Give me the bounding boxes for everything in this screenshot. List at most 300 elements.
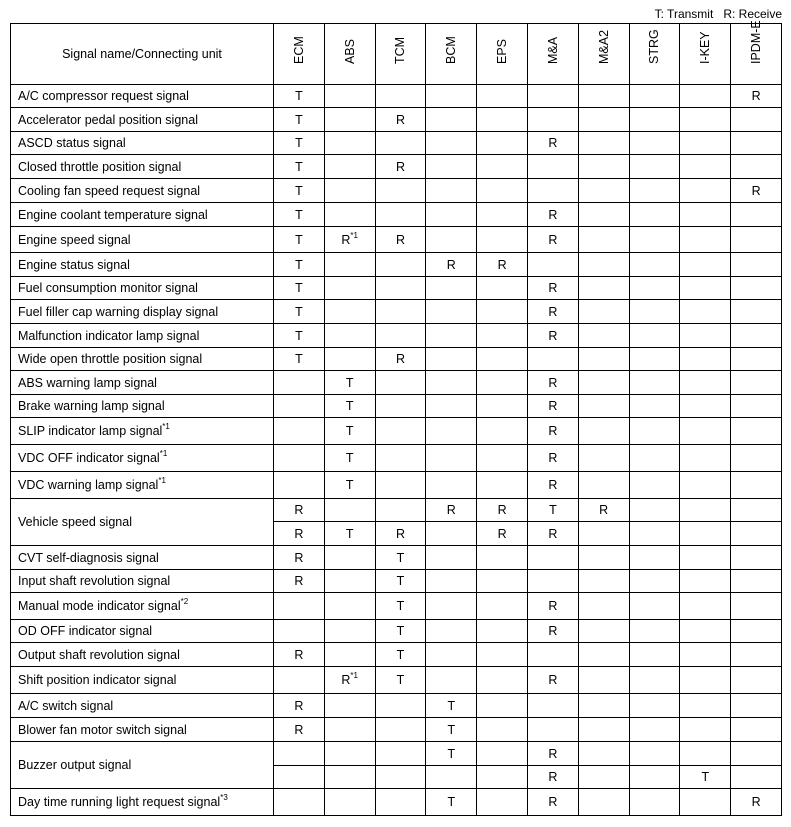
signal-cell: [527, 789, 578, 816]
signal-cell: [477, 348, 528, 371]
cell-value: R: [294, 722, 304, 737]
signal-cell: [629, 85, 680, 108]
signal-cell: [680, 593, 731, 620]
cell-value: R: [548, 136, 558, 150]
signal-cell: [578, 227, 629, 253]
cell-value: R: [395, 232, 405, 247]
signal-cell: [426, 395, 477, 418]
signal-cell: [324, 694, 375, 718]
signal-cell: [527, 522, 578, 546]
signal-cell: [426, 766, 477, 789]
signal-cell: [426, 324, 477, 348]
table-row: [11, 132, 782, 155]
cell-value: T: [295, 281, 303, 295]
cell-value: T: [295, 232, 303, 247]
footnote-mark: *3: [220, 793, 228, 802]
signal-cell: [680, 418, 731, 445]
signal-cell: [426, 593, 477, 620]
signal-cell: [477, 546, 528, 570]
cell-value: T: [295, 159, 303, 174]
signal-cell: [629, 253, 680, 277]
cell-value: T: [295, 136, 303, 150]
signal-cell: [731, 277, 782, 300]
signal-cell: [527, 620, 578, 643]
signal-cell: [578, 445, 629, 472]
signal-cell: [731, 395, 782, 418]
signal-cell: [680, 742, 731, 766]
signal-cell: [578, 499, 629, 522]
cell-value: T: [447, 795, 456, 809]
signal-cell: [527, 766, 578, 789]
signal-cell: [324, 643, 375, 667]
signal-cell: [274, 570, 325, 593]
legend-transmit: T: Transmit: [654, 7, 714, 21]
signal-cell: [629, 522, 680, 546]
cell-value: R: [395, 526, 405, 541]
signal-cell: [527, 643, 578, 667]
signal-cell: [375, 348, 426, 371]
signal-cell: [375, 522, 426, 546]
signal-cell: [274, 371, 325, 395]
signal-cell: [629, 620, 680, 643]
signal-cell: [527, 348, 578, 371]
signal-name-text: Closed throttle position signal: [18, 159, 182, 174]
unit-header-ma2: M&A2: [578, 24, 629, 85]
table-row: [11, 570, 782, 593]
signal-cell: [731, 570, 782, 593]
cell-value: T: [396, 624, 405, 638]
signal-cell: [324, 742, 375, 766]
signal-cell: [274, 694, 325, 718]
table-row: [11, 179, 782, 203]
unit-header-bcm: BCM: [426, 24, 477, 85]
signal-cell: [527, 300, 578, 324]
signal-cell: [527, 85, 578, 108]
signal-cell: [426, 179, 477, 203]
cell-value: R: [341, 673, 351, 687]
table-row: [11, 324, 782, 348]
signal-cell: [324, 179, 375, 203]
signal-cell: [375, 395, 426, 418]
cell-value: R: [751, 89, 761, 103]
table-row: [11, 593, 782, 620]
signal-cell: [629, 227, 680, 253]
signal-cell: [477, 277, 528, 300]
signal-cell: [578, 766, 629, 789]
signal-cell: [324, 445, 375, 472]
signal-cell: [274, 132, 325, 155]
signal-cell: [375, 300, 426, 324]
table-row: [11, 472, 782, 499]
signal-cell: [629, 499, 680, 522]
signal-name: [11, 718, 274, 742]
signal-cell: [426, 742, 477, 766]
signal-cell: [527, 694, 578, 718]
signal-cell: [426, 371, 477, 395]
signal-cell: [731, 324, 782, 348]
signal-cell: [731, 742, 782, 766]
signal-cell: [680, 395, 731, 418]
signal-cell: [324, 472, 375, 499]
cell-value: R: [548, 746, 558, 761]
signal-cell: [477, 570, 528, 593]
table-row: [11, 85, 782, 108]
signal-name-text: VDC warning lamp signal: [18, 478, 159, 492]
signal-cell: [731, 348, 782, 371]
signal-cell: [680, 643, 731, 667]
signal-cell: [731, 546, 782, 570]
table-row: [11, 277, 782, 300]
signal-name: [11, 155, 274, 179]
signal-cell: [274, 300, 325, 324]
signal-cell: [629, 395, 680, 418]
signal-cell: [375, 643, 426, 667]
signal-cell: [629, 132, 680, 155]
signal-name-text: ASCD status signal: [18, 136, 126, 150]
signal-name-text: Day time running light request signal: [18, 795, 221, 809]
cell-value: R: [395, 159, 405, 174]
signal-cell: [477, 472, 528, 499]
cell-value: T: [396, 550, 405, 565]
signal-cell: [324, 418, 375, 445]
signal-cell: [731, 300, 782, 324]
signal-cell: [527, 718, 578, 742]
signal-cell: [477, 324, 528, 348]
signal-cell: [324, 395, 375, 418]
signal-cell: [426, 227, 477, 253]
signal-cell: [629, 203, 680, 227]
signal-cell: [578, 789, 629, 816]
signal-cell: [578, 694, 629, 718]
signal-cell: [324, 348, 375, 371]
signal-cell: [274, 203, 325, 227]
signal-cell: [527, 667, 578, 694]
signal-cell: [680, 253, 731, 277]
unit-header-abs: ABS: [324, 24, 375, 85]
signal-cell: [731, 203, 782, 227]
signal-cell: [731, 643, 782, 667]
signal-cell: [324, 371, 375, 395]
signal-name: [11, 203, 274, 227]
signal-cell: [324, 546, 375, 570]
signal-cell: [731, 445, 782, 472]
signal-cell: [274, 593, 325, 620]
table-row: [11, 499, 782, 522]
signal-cell: [375, 108, 426, 132]
signal-cell: [680, 667, 731, 694]
signal-cell: [426, 445, 477, 472]
cell-value: R: [548, 375, 558, 390]
table-row: [11, 789, 782, 816]
signal-cell: [375, 742, 426, 766]
cell-value: T: [295, 257, 303, 272]
signal-cell: [274, 418, 325, 445]
signal-cell: [274, 395, 325, 418]
signal-cell: [274, 472, 325, 499]
signal-name-text: Engine coolant temperature signal: [18, 207, 208, 222]
signal-cell: [477, 789, 528, 816]
signal-name-text: Vehicle speed signal: [18, 515, 132, 529]
signal-cell: [680, 694, 731, 718]
signal-cell: [375, 132, 426, 155]
cell-value: R: [497, 526, 507, 541]
cell-value: T: [447, 698, 456, 713]
signal-cell: [426, 620, 477, 643]
table-row: [11, 620, 782, 643]
table-body: [11, 85, 782, 816]
cell-value: T: [295, 304, 303, 319]
signal-cell: [477, 132, 528, 155]
signal-name-text: Cooling fan speed request signal: [18, 183, 201, 198]
cell-value: T: [549, 503, 557, 517]
table-row: [11, 643, 782, 667]
cell-value: T: [701, 770, 710, 784]
signal-cell: [731, 227, 782, 253]
signal-cell: [375, 667, 426, 694]
signal-cell: [680, 445, 731, 472]
signal-cell: [527, 445, 578, 472]
signal-cell: [629, 643, 680, 667]
signal-cell: [324, 718, 375, 742]
signal-name: [11, 395, 274, 418]
unit-header-ipdm-e: IPDM-E: [731, 24, 782, 85]
footnote-mark: *1: [350, 230, 358, 240]
table-row: [11, 203, 782, 227]
signal-cell: [477, 227, 528, 253]
signal-cell: [324, 132, 375, 155]
signal-cell: [375, 620, 426, 643]
signal-cell: [274, 522, 325, 546]
signal-name: [11, 694, 274, 718]
signal-name-text: Buzzer output signal: [18, 758, 132, 772]
signal-cell: [274, 718, 325, 742]
signal-cell: [578, 179, 629, 203]
signal-cell: [629, 324, 680, 348]
signal-cell: [274, 227, 325, 253]
signal-name: [11, 179, 274, 203]
signal-cell: [731, 499, 782, 522]
signal-cell: [324, 227, 375, 253]
signal-cell: [324, 108, 375, 132]
signal-cell: [274, 742, 325, 766]
signal-cell: [731, 620, 782, 643]
signal-name-text: A/C compressor request signal: [18, 89, 189, 103]
cell-value: R: [548, 770, 558, 784]
signal-cell: [477, 742, 528, 766]
signal-cell: [527, 179, 578, 203]
cell-value: T: [295, 352, 303, 366]
signal-cell: [477, 395, 528, 418]
signal-cell: [426, 132, 477, 155]
signal-cell: [578, 593, 629, 620]
signal-cell: [477, 418, 528, 445]
signal-cell: [375, 694, 426, 718]
signal-cell: [629, 277, 680, 300]
signal-cell: [375, 499, 426, 522]
signal-name: [11, 418, 274, 445]
signal-name-text: Input shaft revolution signal: [18, 574, 171, 588]
signal-cell: [426, 499, 477, 522]
signal-cell: [426, 789, 477, 816]
signal-cell: [426, 667, 477, 694]
cell-value: R: [294, 526, 304, 541]
signal-cell: [629, 570, 680, 593]
cell-value: R: [446, 257, 456, 272]
signal-cell: [680, 348, 731, 371]
cell-value: T: [447, 746, 456, 761]
signal-name: [11, 277, 274, 300]
signal-cell: [375, 155, 426, 179]
signal-cell: [324, 203, 375, 227]
footnote-mark: *2: [180, 597, 189, 606]
signal-cell: [680, 277, 731, 300]
signal-cell: [578, 253, 629, 277]
signal-cell: [680, 570, 731, 593]
table-row: [11, 418, 782, 445]
signal-cell: [731, 253, 782, 277]
signal-cell: [629, 179, 680, 203]
signal-cell: [731, 179, 782, 203]
signal-cell: [680, 620, 731, 643]
cell-value: T: [345, 526, 354, 541]
signal-cell: [477, 643, 528, 667]
signal-cell: [731, 418, 782, 445]
signal-cell: [274, 620, 325, 643]
table-row: [11, 253, 782, 277]
signal-cell: [731, 522, 782, 546]
signal-name: [11, 324, 274, 348]
signal-cell: [629, 108, 680, 132]
signal-cell: [680, 85, 731, 108]
signal-cell: [680, 132, 731, 155]
signal-cell: [680, 499, 731, 522]
signal-cell: [629, 789, 680, 816]
signal-cell: [578, 155, 629, 179]
signal-cell: [477, 253, 528, 277]
signal-cell: [527, 742, 578, 766]
table-row: [11, 227, 782, 253]
signal-cell: [375, 85, 426, 108]
signal-cell: [375, 718, 426, 742]
cell-value: R: [294, 503, 304, 517]
signal-cell: [477, 203, 528, 227]
signal-cell: [527, 418, 578, 445]
signal-cell: [578, 620, 629, 643]
signal-cell: [477, 522, 528, 546]
signal-cell: [731, 85, 782, 108]
signal-cell: [731, 472, 782, 499]
signal-cell: [629, 667, 680, 694]
signal-name-text: SLIP indicator lamp signal: [18, 424, 163, 438]
signal-name: [11, 348, 274, 371]
signal-cell: [324, 766, 375, 789]
signal-cell: [731, 667, 782, 694]
signal-cell: [578, 348, 629, 371]
signal-cell: [274, 253, 325, 277]
signal-cell: [527, 570, 578, 593]
cell-value: R: [548, 624, 558, 638]
signal-cell: [527, 132, 578, 155]
signal-cell: [375, 179, 426, 203]
signal-name-text: Manual mode indicator signal: [18, 599, 181, 613]
signal-cell: [680, 179, 731, 203]
signal-cell: [477, 766, 528, 789]
signal-cell: [426, 472, 477, 499]
signal-cell: [375, 789, 426, 816]
signal-cell: [578, 418, 629, 445]
signal-cell: [324, 324, 375, 348]
cell-value: T: [345, 375, 354, 390]
signal-cell: [578, 203, 629, 227]
signal-name-text: Shift position indicator signal: [18, 673, 177, 687]
signal-cell: [578, 546, 629, 570]
signal-cell: [527, 253, 578, 277]
table-row: [11, 348, 782, 371]
signal-cell: [324, 85, 375, 108]
cell-value: R: [395, 112, 405, 127]
signal-name-text: Fuel consumption monitor signal: [18, 281, 198, 295]
signal-cell: [578, 85, 629, 108]
signal-cell: [629, 348, 680, 371]
signal-name: [11, 789, 274, 816]
signal-cell: [527, 108, 578, 132]
cell-value: R: [548, 328, 558, 343]
cell-value: T: [345, 451, 354, 465]
cell-value: R: [548, 478, 558, 492]
signal-cell: [731, 108, 782, 132]
signal-cell: [274, 445, 325, 472]
table-row: [11, 694, 782, 718]
signal-cell: [324, 789, 375, 816]
signal-cell: [527, 277, 578, 300]
signal-cell: [375, 324, 426, 348]
signal-name: [11, 472, 274, 499]
signal-cell: [578, 395, 629, 418]
signal-cell: [578, 371, 629, 395]
signal-cell: [426, 418, 477, 445]
signal-cell: [375, 418, 426, 445]
signal-cell: [629, 418, 680, 445]
signal-name-text: Brake warning lamp signal: [18, 399, 165, 413]
signal-cell: [274, 546, 325, 570]
signal-cell: [426, 253, 477, 277]
signal-cell: [680, 789, 731, 816]
signal-cell: [680, 155, 731, 179]
signal-name-text: ABS warning lamp signal: [18, 375, 157, 390]
signal-cell: [680, 300, 731, 324]
signal-cell: [375, 371, 426, 395]
footnote-mark: *1: [350, 671, 358, 680]
signal-name-text: OD OFF indicator signal: [18, 624, 153, 638]
signal-name: [11, 108, 274, 132]
cell-value: T: [396, 647, 405, 662]
signal-name: [11, 132, 274, 155]
signal-cell: [680, 203, 731, 227]
signal-cell: [578, 277, 629, 300]
signal-cell: [629, 694, 680, 718]
signal-cell: [731, 593, 782, 620]
signal-name-text: VDC OFF indicator signal: [18, 451, 160, 465]
signal-cell: [629, 371, 680, 395]
cell-value: R: [497, 257, 507, 272]
table-row: [11, 300, 782, 324]
signal-cell: [477, 179, 528, 203]
table-row: [11, 718, 782, 742]
unit-header-ecm: ECM: [274, 24, 325, 85]
unit-header-ikey: I-KEY: [680, 24, 731, 85]
unit-header-strg: STRG: [629, 24, 680, 85]
signal-cell: [375, 593, 426, 620]
